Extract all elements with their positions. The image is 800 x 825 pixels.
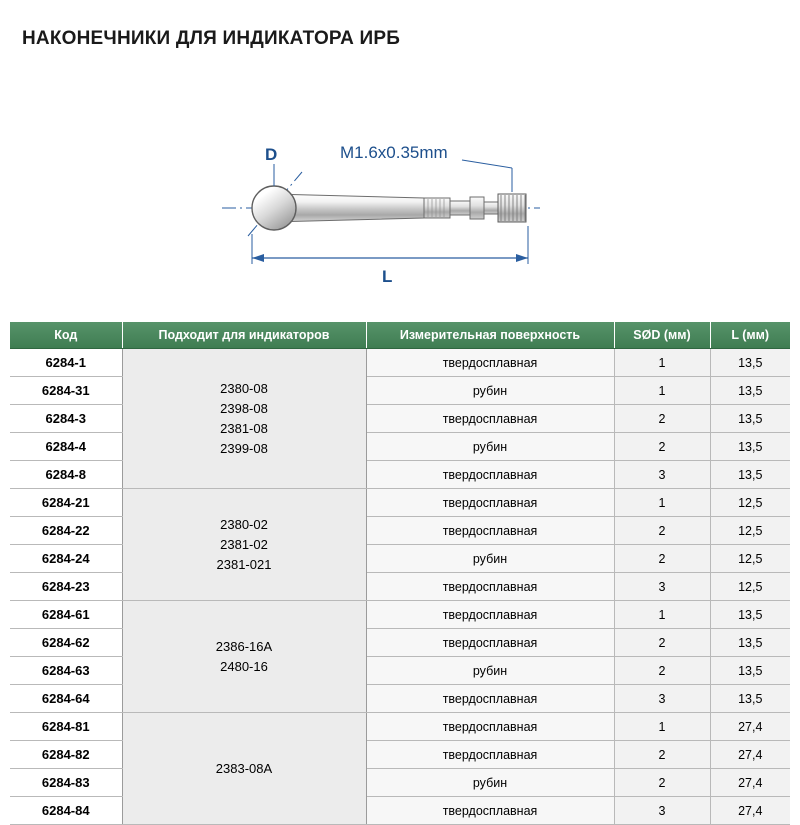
cell-diameter: 1 [614, 377, 710, 405]
cell-surface: твердосплавная [366, 517, 614, 545]
cell-code: 6284-82 [10, 741, 122, 769]
cell-diameter: 3 [614, 461, 710, 489]
cell-code: 6284-31 [10, 377, 122, 405]
product-diagram [210, 130, 610, 290]
cell-code: 6284-62 [10, 629, 122, 657]
header-diameter: SØD (мм) [614, 322, 710, 349]
cell-length: 13,5 [710, 685, 790, 713]
cell-surface: рубин [366, 769, 614, 797]
cell-length: 13,5 [710, 405, 790, 433]
table-row [10, 349, 790, 377]
diagram-svg [210, 130, 610, 290]
cell-length: 27,4 [710, 769, 790, 797]
cell-diameter: 2 [614, 629, 710, 657]
cell-code: 6284-24 [10, 545, 122, 573]
cell-surface: твердосплавная [366, 349, 614, 377]
cell-surface: твердосплавная [366, 629, 614, 657]
cell-diameter: 1 [614, 349, 710, 377]
cell-surface: твердосплавная [366, 601, 614, 629]
table-row [10, 489, 790, 517]
table-row [10, 713, 790, 741]
cell-code: 6284-84 [10, 797, 122, 825]
cell-surface: твердосплавная [366, 713, 614, 741]
cell-code: 6284-4 [10, 433, 122, 461]
spec-table-container [10, 322, 790, 825]
cell-length: 12,5 [710, 573, 790, 601]
cell-length: 13,5 [710, 377, 790, 405]
cell-surface: рубин [366, 377, 614, 405]
cell-surface: рубин [366, 545, 614, 573]
cell-code: 6284-23 [10, 573, 122, 601]
thread-label: M1.6x0.35mm [340, 143, 448, 162]
cell-code: 6284-3 [10, 405, 122, 433]
cell-length: 27,4 [710, 713, 790, 741]
cell-diameter: 3 [614, 573, 710, 601]
cell-length: 12,5 [710, 489, 790, 517]
cell-diameter: 1 [614, 601, 710, 629]
cell-surface: рубин [366, 657, 614, 685]
cell-fits: 2380-02 2381-02 2381-021 [122, 489, 366, 601]
cell-fits: 2386-16А 2480-16 [122, 601, 366, 713]
cell-code: 6284-83 [10, 769, 122, 797]
cell-code: 6284-22 [10, 517, 122, 545]
cell-diameter: 2 [614, 769, 710, 797]
threaded-end [498, 194, 526, 222]
cell-length: 13,5 [710, 461, 790, 489]
cell-length: 12,5 [710, 517, 790, 545]
ball-tip [252, 186, 296, 230]
cell-surface: твердосплавная [366, 797, 614, 825]
cell-surface: рубин [366, 433, 614, 461]
cell-fits: 2383-08А [122, 713, 366, 825]
cell-code: 6284-81 [10, 713, 122, 741]
thread-leader-diag [462, 160, 512, 168]
cell-length: 13,5 [710, 601, 790, 629]
cell-diameter: 1 [614, 489, 710, 517]
shoulder [470, 197, 484, 219]
cell-code: 6284-61 [10, 601, 122, 629]
table-body [10, 349, 790, 825]
cell-fits: 2380-08 2398-08 2381-08 2399-08 [122, 349, 366, 489]
neck [450, 201, 470, 215]
cell-diameter: 2 [614, 741, 710, 769]
length-label: L [382, 267, 393, 286]
cell-diameter: 3 [614, 685, 710, 713]
cell-length: 13,5 [710, 349, 790, 377]
cell-surface: твердосплавная [366, 461, 614, 489]
cell-diameter: 3 [614, 797, 710, 825]
cell-length: 12,5 [710, 545, 790, 573]
cell-surface: твердосплавная [366, 685, 614, 713]
cell-code: 6284-1 [10, 349, 122, 377]
cell-code: 6284-64 [10, 685, 122, 713]
cell-length: 27,4 [710, 741, 790, 769]
cell-length: 13,5 [710, 629, 790, 657]
cell-surface: твердосплавная [366, 573, 614, 601]
cell-length: 13,5 [710, 657, 790, 685]
header-surface: Измерительная поверхность [366, 322, 614, 349]
l-arrow-left [252, 254, 264, 262]
table-header-row [10, 322, 790, 349]
diameter-label: D [265, 145, 278, 164]
table-header [10, 322, 790, 349]
cell-length: 13,5 [710, 433, 790, 461]
cell-diameter: 2 [614, 545, 710, 573]
plain-section [484, 202, 498, 214]
l-arrow-right [516, 254, 528, 262]
table-row [10, 601, 790, 629]
spec-table [10, 322, 790, 825]
cell-surface: твердосплавная [366, 489, 614, 517]
cell-code: 6284-63 [10, 657, 122, 685]
cell-surface: твердосплавная [366, 741, 614, 769]
cell-code: 6284-21 [10, 489, 122, 517]
header-length: L (мм) [710, 322, 790, 349]
cell-code: 6284-8 [10, 461, 122, 489]
header-code: Код [10, 322, 122, 349]
cell-diameter: 2 [614, 657, 710, 685]
cell-diameter: 2 [614, 433, 710, 461]
cell-length: 27,4 [710, 797, 790, 825]
thread-hatch [501, 195, 525, 221]
header-fits: Подходит для индикаторов [122, 322, 366, 349]
cell-diameter: 2 [614, 517, 710, 545]
cell-diameter: 2 [614, 405, 710, 433]
cell-surface: твердосплавная [366, 405, 614, 433]
page-title: НАКОНЕЧНИКИ ДЛЯ ИНДИКАТОРА ИРБ [22, 28, 401, 49]
cell-diameter: 1 [614, 713, 710, 741]
